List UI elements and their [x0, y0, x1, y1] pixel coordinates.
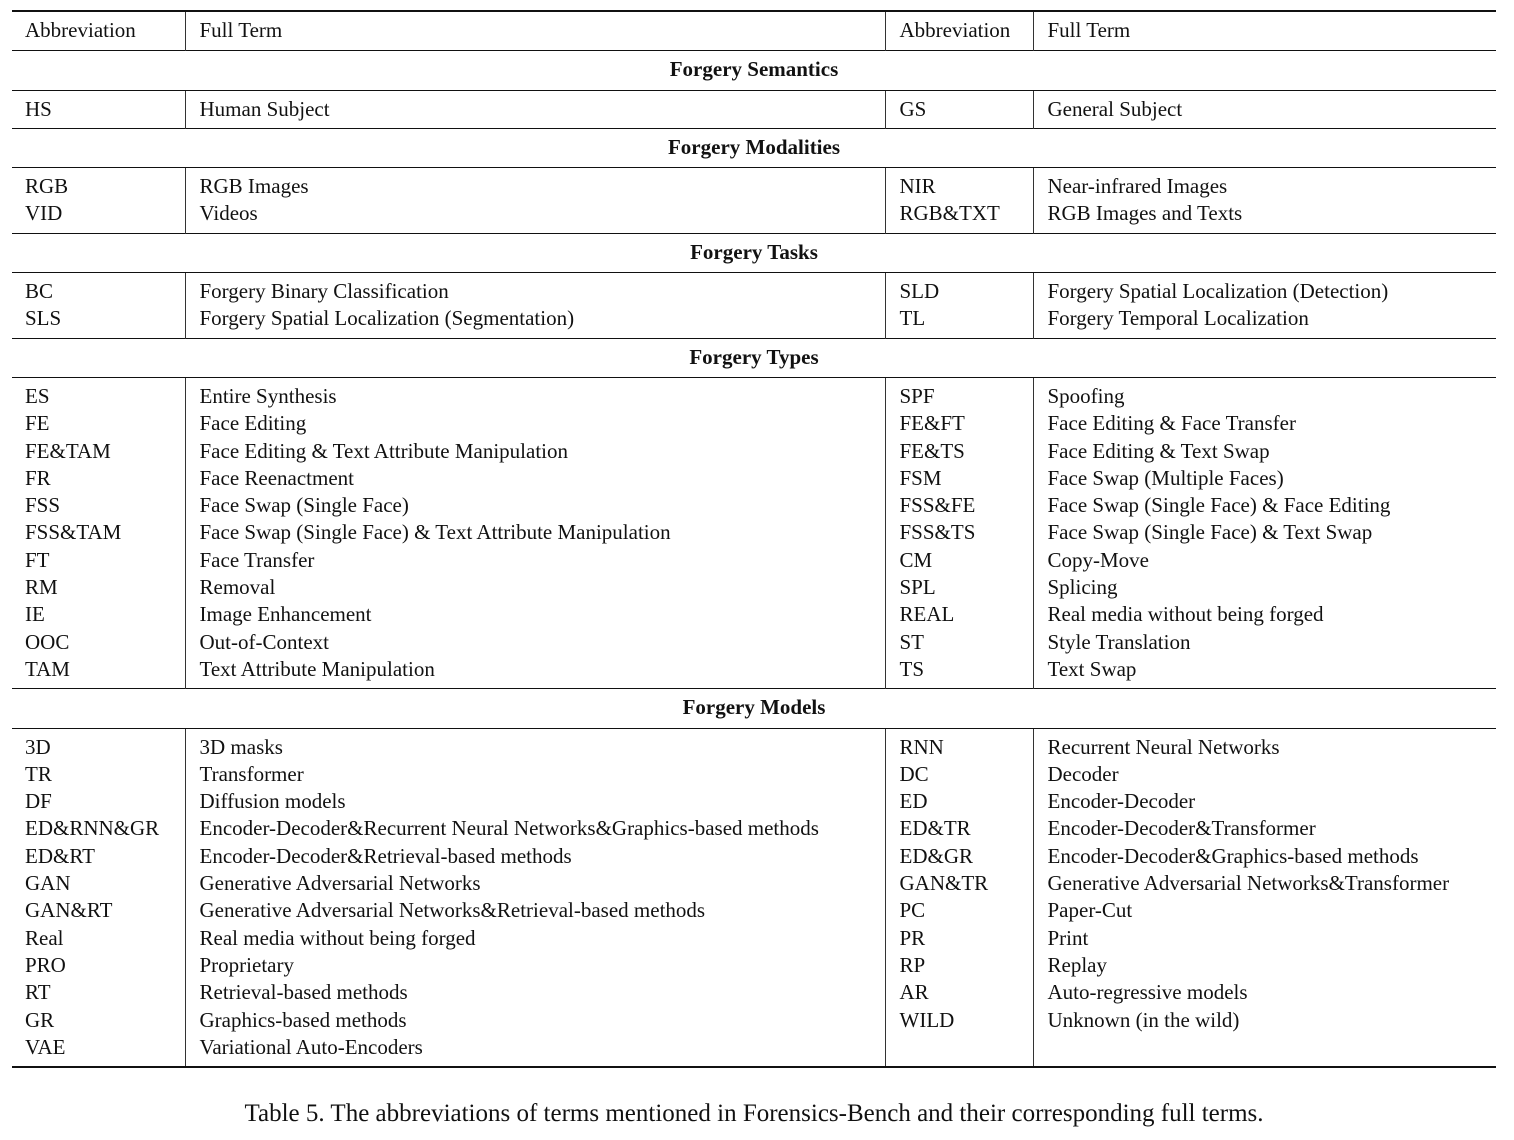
- full-term-cell: Face Swap (Multiple Faces): [1033, 465, 1496, 492]
- table-row: [12, 438, 1496, 465]
- full-term-cell: Face Editing: [185, 410, 885, 437]
- abbreviation-cell: CM: [885, 547, 1033, 574]
- table-row: [12, 90, 1496, 128]
- full-term-cell: Forgery Temporal Localization: [1033, 305, 1496, 338]
- table-row: [12, 305, 1496, 338]
- abbreviation-cell: GAN: [25, 871, 71, 896]
- full-term-cell: Decoder: [1033, 761, 1496, 788]
- full-term-cell: Forgery Spatial Localization (Detection): [1033, 273, 1496, 306]
- table-row: [12, 952, 1496, 979]
- abbreviation-cell: GAN&RT: [25, 898, 113, 923]
- abbreviation-cell: PRO: [25, 952, 66, 977]
- abbreviation-cell: WILD: [885, 1007, 1033, 1034]
- full-term-cell: Encoder-Decoder&Transformer: [1033, 815, 1496, 842]
- abbreviation-cell: FSS&TS: [885, 519, 1033, 546]
- abbreviation-cell: SLS: [25, 306, 62, 331]
- table-row: [12, 519, 1496, 546]
- full-term-cell: Encoder-Decoder&Graphics-based methods: [1033, 843, 1496, 870]
- abbreviation-cell: [885, 1034, 1033, 1067]
- abbreviation-cell: ED: [885, 788, 1033, 815]
- full-term-cell: Real media without being forged: [185, 925, 885, 952]
- full-term-cell: Removal: [185, 574, 885, 601]
- table-row: [12, 979, 1496, 1006]
- abbreviation-cell: TS: [885, 656, 1033, 689]
- section-header-row: [12, 338, 1496, 377]
- abbreviation-cell: GR: [25, 1007, 55, 1032]
- abbreviation-cell: HS: [25, 96, 52, 121]
- abbreviation-cell: FSS: [25, 493, 61, 518]
- full-term-cell: Videos: [185, 200, 885, 233]
- abbreviation-cell: RNN: [885, 728, 1033, 761]
- full-term-cell: Unknown (in the wild): [1033, 1007, 1496, 1034]
- full-term-cell: Near-infrared Images: [1033, 168, 1496, 201]
- header-abbreviation-left: Abbreviation: [25, 18, 136, 42]
- abbreviation-cell: OOC: [25, 629, 70, 654]
- table-row: [12, 547, 1496, 574]
- full-term-cell: Replay: [1033, 952, 1496, 979]
- header-abbreviation-right: Abbreviation: [885, 11, 1033, 51]
- full-term-cell: RGB Images: [185, 168, 885, 201]
- abbreviation-cell: FSS&TAM: [25, 520, 122, 545]
- full-term-cell: Generative Adversarial Networks&Transformer: [1033, 870, 1496, 897]
- full-term-cell: Face Editing & Text Swap: [1033, 438, 1496, 465]
- section-title: Forgery Models: [12, 689, 1496, 728]
- abbreviation-cell: RM: [25, 575, 58, 600]
- section-header-row: [12, 128, 1496, 167]
- abbreviation-cell: GS: [885, 90, 1033, 128]
- abbreviation-cell: ST: [885, 629, 1033, 656]
- full-term-cell: Copy-Move: [1033, 547, 1496, 574]
- table-row: [12, 410, 1496, 437]
- abbreviation-cell: RGB&TXT: [885, 200, 1033, 233]
- full-term-cell: Auto-regressive models: [1033, 979, 1496, 1006]
- abbreviation-cell: PC: [885, 897, 1033, 924]
- table-row: [12, 601, 1496, 628]
- abbreviation-cell: DC: [885, 761, 1033, 788]
- abbreviation-cell: RP: [885, 952, 1033, 979]
- abbreviation-cell: SLD: [885, 273, 1033, 306]
- header-full-term-right: Full Term: [1033, 11, 1496, 51]
- table-row: [12, 788, 1496, 815]
- table-row: [12, 897, 1496, 924]
- table-row: [12, 1007, 1496, 1034]
- full-term-cell: Face Swap (Single Face) & Text Attribute Manipulation: [185, 519, 885, 546]
- section-title: Forgery Tasks: [12, 233, 1496, 272]
- table-row: [12, 629, 1496, 656]
- table-row: [12, 870, 1496, 897]
- table-row: [12, 168, 1496, 201]
- full-term-cell: Encoder-Decoder: [1033, 788, 1496, 815]
- table-header-row: [12, 11, 1496, 51]
- abbreviation-cell: FSM: [885, 465, 1033, 492]
- full-term-cell: Text Attribute Manipulation: [185, 656, 885, 689]
- abbreviation-cell: TAM: [25, 656, 70, 681]
- section-header-row: [12, 689, 1496, 728]
- full-term-cell: Encoder-Decoder&Recurrent Neural Networks&Graphics-based methods: [185, 815, 885, 842]
- table-row: [12, 574, 1496, 601]
- abbreviation-cell: ED&RT: [25, 843, 95, 868]
- full-term-cell: Real media without being forged: [1033, 601, 1496, 628]
- full-term-cell: Transformer: [185, 761, 885, 788]
- full-term-cell: Encoder-Decoder&Retrieval-based methods: [185, 843, 885, 870]
- full-term-cell: Generative Adversarial Networks&Retrieval-based methods: [185, 897, 885, 924]
- full-term-cell: Recurrent Neural Networks: [1033, 728, 1496, 761]
- full-term-cell: Generative Adversarial Networks: [185, 870, 885, 897]
- abbreviation-cell: FE&TAM: [25, 438, 111, 463]
- full-term-cell: Diffusion models: [185, 788, 885, 815]
- full-term-cell: Face Reenactment: [185, 465, 885, 492]
- full-term-cell: Retrieval-based methods: [185, 979, 885, 1006]
- abbreviation-cell: VAE: [12, 1034, 185, 1067]
- table-row: [12, 200, 1496, 233]
- abbreviation-cell: FE: [25, 411, 50, 436]
- full-term-cell: Face Editing & Text Attribute Manipulation: [185, 438, 885, 465]
- full-term-cell: Out-of-Context: [185, 629, 885, 656]
- abbreviation-cell: BC: [25, 279, 54, 304]
- abbreviation-cell: 3D: [25, 734, 51, 759]
- table-row: [12, 761, 1496, 788]
- abbreviation-cell: NIR: [885, 168, 1033, 201]
- full-term-cell: Spoofing: [1033, 377, 1496, 410]
- table-row: [12, 728, 1496, 761]
- abbreviation-cell: FSS&FE: [885, 492, 1033, 519]
- full-term-cell: 3D masks: [185, 728, 885, 761]
- abbreviation-cell: TL: [885, 305, 1033, 338]
- abbreviation-cell: ED&GR: [885, 843, 1033, 870]
- abbreviation-cell: VID: [25, 201, 63, 226]
- full-term-cell: Text Swap: [1033, 656, 1496, 689]
- abbreviation-cell: FE&FT: [885, 410, 1033, 437]
- abbreviation-cell: RT: [25, 980, 51, 1005]
- full-term-cell: RGB Images and Texts: [1033, 200, 1496, 233]
- abbreviation-table: [12, 10, 1496, 1068]
- full-term-cell: Print: [1033, 925, 1496, 952]
- full-term-cell: Face Swap (Single Face): [185, 492, 885, 519]
- full-term-cell: [1033, 1034, 1496, 1067]
- table-row: [12, 843, 1496, 870]
- abbreviation-cell: ED&RNN&GR: [25, 816, 160, 841]
- abbreviation-cell: DF: [25, 789, 52, 814]
- abbreviation-cell: ES: [25, 383, 50, 408]
- section-header-row: [12, 233, 1496, 272]
- full-term-cell: Forgery Binary Classification: [185, 273, 885, 306]
- header-full-term-left: Full Term: [185, 11, 885, 51]
- table-row: [12, 492, 1496, 519]
- table-row: [12, 273, 1496, 306]
- table-row: [12, 656, 1496, 689]
- section-title: Forgery Semantics: [12, 51, 1496, 90]
- full-term-cell: Splicing: [1033, 574, 1496, 601]
- abbreviation-cell: IE: [25, 602, 45, 627]
- abbreviation-cell: PR: [885, 925, 1033, 952]
- abbreviation-cell: ED&TR: [885, 815, 1033, 842]
- section-header-row: [12, 51, 1496, 90]
- abbreviation-cell: GAN&TR: [885, 870, 1033, 897]
- abbreviation-cell: Real: [25, 925, 64, 950]
- section-title: Forgery Modalities: [12, 128, 1496, 167]
- table-row: [12, 465, 1496, 492]
- abbreviation-cell: FT: [25, 547, 50, 572]
- full-term-cell: Face Editing & Face Transfer: [1033, 410, 1496, 437]
- table-row: [12, 377, 1496, 410]
- abbreviation-cell: SPL: [885, 574, 1033, 601]
- full-term-cell: Entire Synthesis: [185, 377, 885, 410]
- table-row: [12, 815, 1496, 842]
- abbreviation-cell: FR: [25, 465, 51, 490]
- table-caption: Table 5. The abbreviations of terms mentioned in Forensics-Bench and their corresponding full terms.: [244, 1100, 1264, 1127]
- abbreviation-cell: REAL: [885, 601, 1033, 628]
- full-term-cell: Image Enhancement: [185, 601, 885, 628]
- full-term-cell: Human Subject: [185, 90, 885, 128]
- full-term-cell: General Subject: [1033, 90, 1496, 128]
- abbreviation-cell: TR: [25, 761, 52, 786]
- section-title: Forgery Types: [12, 338, 1496, 377]
- full-term-cell: Graphics-based methods: [185, 1007, 885, 1034]
- table-row: [12, 925, 1496, 952]
- full-term-cell: Face Swap (Single Face) & Text Swap: [1033, 519, 1496, 546]
- full-term-cell: Face Swap (Single Face) & Face Editing: [1033, 492, 1496, 519]
- full-term-cell: Forgery Spatial Localization (Segmentation): [185, 305, 885, 338]
- full-term-cell: Paper-Cut: [1033, 897, 1496, 924]
- abbreviation-cell: RGB: [25, 174, 69, 199]
- abbreviation-cell: FE&TS: [885, 438, 1033, 465]
- abbreviation-cell: AR: [885, 979, 1033, 1006]
- full-term-cell: Style Translation: [1033, 629, 1496, 656]
- table-row: [12, 1034, 1496, 1067]
- full-term-cell: Face Transfer: [185, 547, 885, 574]
- abbreviation-cell: SPF: [885, 377, 1033, 410]
- full-term-cell: Proprietary: [185, 952, 885, 979]
- full-term-cell: Variational Auto-Encoders: [185, 1034, 885, 1067]
